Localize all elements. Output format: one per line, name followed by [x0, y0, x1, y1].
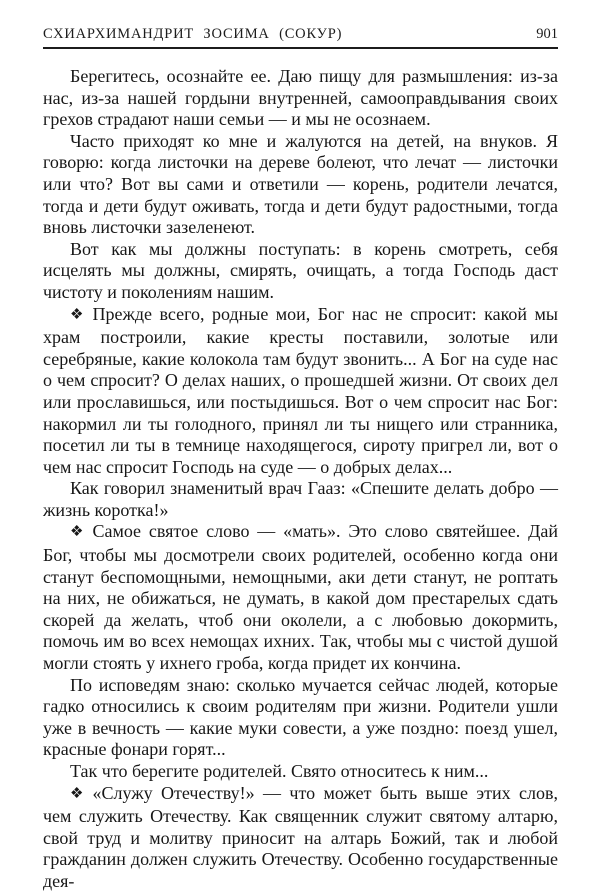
paragraph-text: Берегитесь, осознайте ее. Даю пищу для размышления: из-за нас, из-за нашей гордыни внутренней, самооправдывания своих грехов страдают наши семьи — и мы не осознаем. [43, 66, 558, 130]
paragraph [43, 783, 558, 892]
ornament-icon: ❖ [70, 524, 84, 541]
paragraph-text: По исповедям знаю: сколько мучается сейчас людей, которые гадко относились к своим родителям при жизни. Родители ушли уже в вечность — какие муки совести, а уже поздно: поезд ушел, красные фонари горят... [43, 674, 558, 760]
paragraph [43, 66, 558, 131]
page-body [43, 66, 558, 892]
paragraph [43, 761, 558, 783]
running-title: СХИАРХИМАНДРИТ ЗОСИМА (СОКУР) [43, 26, 343, 42]
paragraph [43, 675, 558, 761]
page-header [43, 26, 558, 49]
paragraph-text: Вот как мы должны поступать: в корень смотреть, себя исцелять мы должны, смирять, очищать, а тогда Господь даст чистоту и поколениям нашим. [43, 238, 558, 302]
page-number: 901 [536, 26, 558, 42]
ornament-icon: ❖ [70, 306, 84, 323]
paragraph-text: «Служу Отечеству!» — что может быть выше этих слов, чем служить Отечеству. Как священник служит святому алтарю, свой труд и молитву приносит на алтарь Божий, так и любой гражданин должен служить Отечеству. Особенно государственные дея- [43, 782, 558, 891]
paragraph [43, 304, 558, 479]
paragraph [43, 131, 558, 239]
paragraph-text: Как говорил знаменитый врач Гааз: «Спешите делать добро — жизнь коротка!» [43, 478, 558, 520]
paragraph [43, 239, 558, 304]
paragraph [43, 478, 558, 521]
paragraph-text: Прежде всего, родные мои, Бог нас не спросит: какой мы храм построили, какие кресты поставили, золотые или серебряные, какие колокола там будут звонить... А Бог на суде нас о чем спросит? О делах наших, о прошедшей жизни. От своих дел или прославишься, или постыдишься. Вот о чем спросит нас Бог: накормил ли ты голодного, принял ли ты нищего или странника, посетил ли ты в темнице находящегося, сироту пригрел ли, вот о чем нас спросит Господь на суде — о добрых делах... [43, 303, 558, 477]
paragraph-text: Часто приходят ко мне и жалуются на детей, на внуков. Я говорю: когда листочки на дереве болеют, что лечат — листочки или что? Вот вы сами и ответили — корень, родители лечатся, тогда и дети будут оживать, тогда и дети будут радостными, тогда вновь листочки зазеленеют. [43, 130, 558, 238]
paragraph-text: Так что берегите родителей. Свято относитесь к ним... [70, 761, 489, 781]
ornament-icon: ❖ [70, 785, 84, 802]
paragraph [43, 521, 558, 674]
paragraph-text: Самое святое слово — «мать». Это слово святейшее. Дай Бог, чтобы мы досмотрели своих родителей, особенно когда они станут беспомощными, немощными, аки дети станут, не роптать на них, не обижаться, не думать, в какой дом престарелых сдать скорей да желать, чтоб они околели, а с любовью докормить, помочь им во всех немощах ихних. Так, чтобы мы с чистой душой могли стоять у ихнего гроба, когда придет их кончина. [43, 521, 558, 674]
